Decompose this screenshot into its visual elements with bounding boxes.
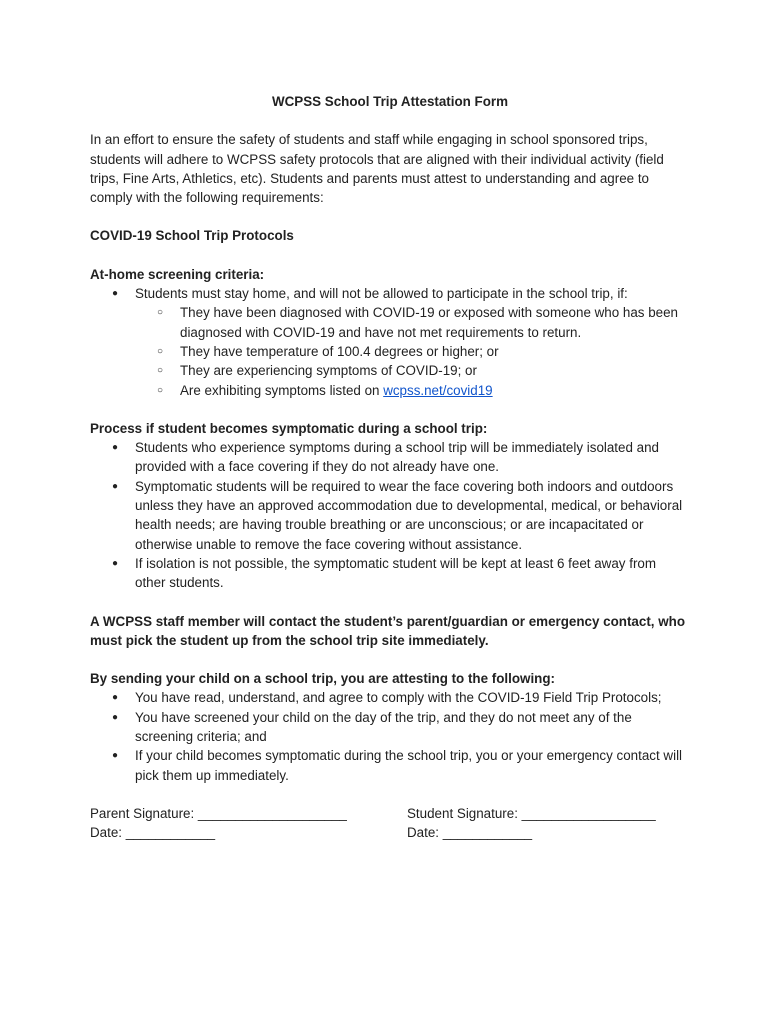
screening-list: [90, 284, 690, 400]
list-item: ○ They have temperature of 100.4 degrees or higher; or: [135, 342, 690, 361]
list-item: ● If your child becomes symptomatic during the school trip, you or your emergency contact will pick them up immediately.: [90, 746, 690, 785]
list-item: ● If isolation is not possible, the symptomatic student will be kept at least 6 feet away from other students.: [90, 554, 690, 593]
parent-date-line[interactable]: Date: ____________: [90, 825, 216, 841]
list-item: [135, 381, 690, 400]
process-heading: Process if student becomes symptomatic during a school trip:: [90, 420, 488, 436]
attest-heading: By sending your child on a school trip, you are attesting to the following:: [90, 671, 555, 687]
signature-row: [90, 804, 690, 823]
list-item: [90, 284, 690, 400]
list-item: ○ They have been diagnosed with COVID-19 or exposed with someone who has been diagnosed with COVID-19 and have not met requirements to return.: [135, 303, 690, 342]
screening-heading: At-home screening criteria:: [90, 266, 265, 282]
intro-paragraph: In an effort to ensure the safety of students and staff while engaging in school sponsored trips, students will adhere to WCPSS safety protocols that are aligned with their individual activity (field trips, Fine Arts, Athletics, etc). Students and parents must attest to understanding and agree to comply with the following requirements:: [90, 132, 664, 206]
student-date-line[interactable]: Date: ____________: [407, 825, 533, 841]
date-row: [90, 823, 690, 842]
list-item: ● You have read, understand, and agree to comply with the COVID-19 Field Trip Protocols;: [90, 688, 690, 707]
screening-sublist: [135, 303, 690, 399]
symptoms-prefix: Are exhibiting symptoms listed on: [180, 382, 384, 398]
list-item: ● Symptomatic students will be required to wear the face covering both indoors and outdoors unless they have an approved accommodation due to developmental, medical, or behavioral health needs; are having trouble breathing or are unconscious; or are incapacitated or otherwise unable to remove the face covering without assistance.: [90, 477, 690, 554]
student-signature-line[interactable]: Student Signature: __________________: [407, 805, 656, 821]
screening-bullet-text: Students must stay home, and will not be allowed to participate in the school trip, if:: [135, 286, 628, 302]
form-title: WCPSS School Trip Attestation Form: [271, 94, 509, 109]
protocols-heading: COVID-19 School Trip Protocols: [90, 228, 294, 244]
covid19-link[interactable]: wcpss.net/covid19: [383, 382, 493, 398]
process-list: [90, 438, 690, 592]
attest-list: [90, 688, 690, 784]
list-item: ○ They are experiencing symptoms of COVID-19; or: [135, 361, 690, 380]
list-item: ● Students who experience symptoms during a school trip will be immediately isolated and provided with a face covering if they do not already have one.: [90, 438, 690, 477]
list-item: ● You have screened your child on the day of the trip, and they do not meet any of the screening criteria; and: [90, 708, 690, 747]
staff-contact-paragraph: A WCPSS staff member will contact the student’s parent/guardian or emergency contact, who must pick the student up from the school trip site immediately.: [90, 613, 685, 648]
parent-signature-line[interactable]: Parent Signature: ____________________: [90, 805, 347, 821]
document-page: [90, 92, 690, 843]
